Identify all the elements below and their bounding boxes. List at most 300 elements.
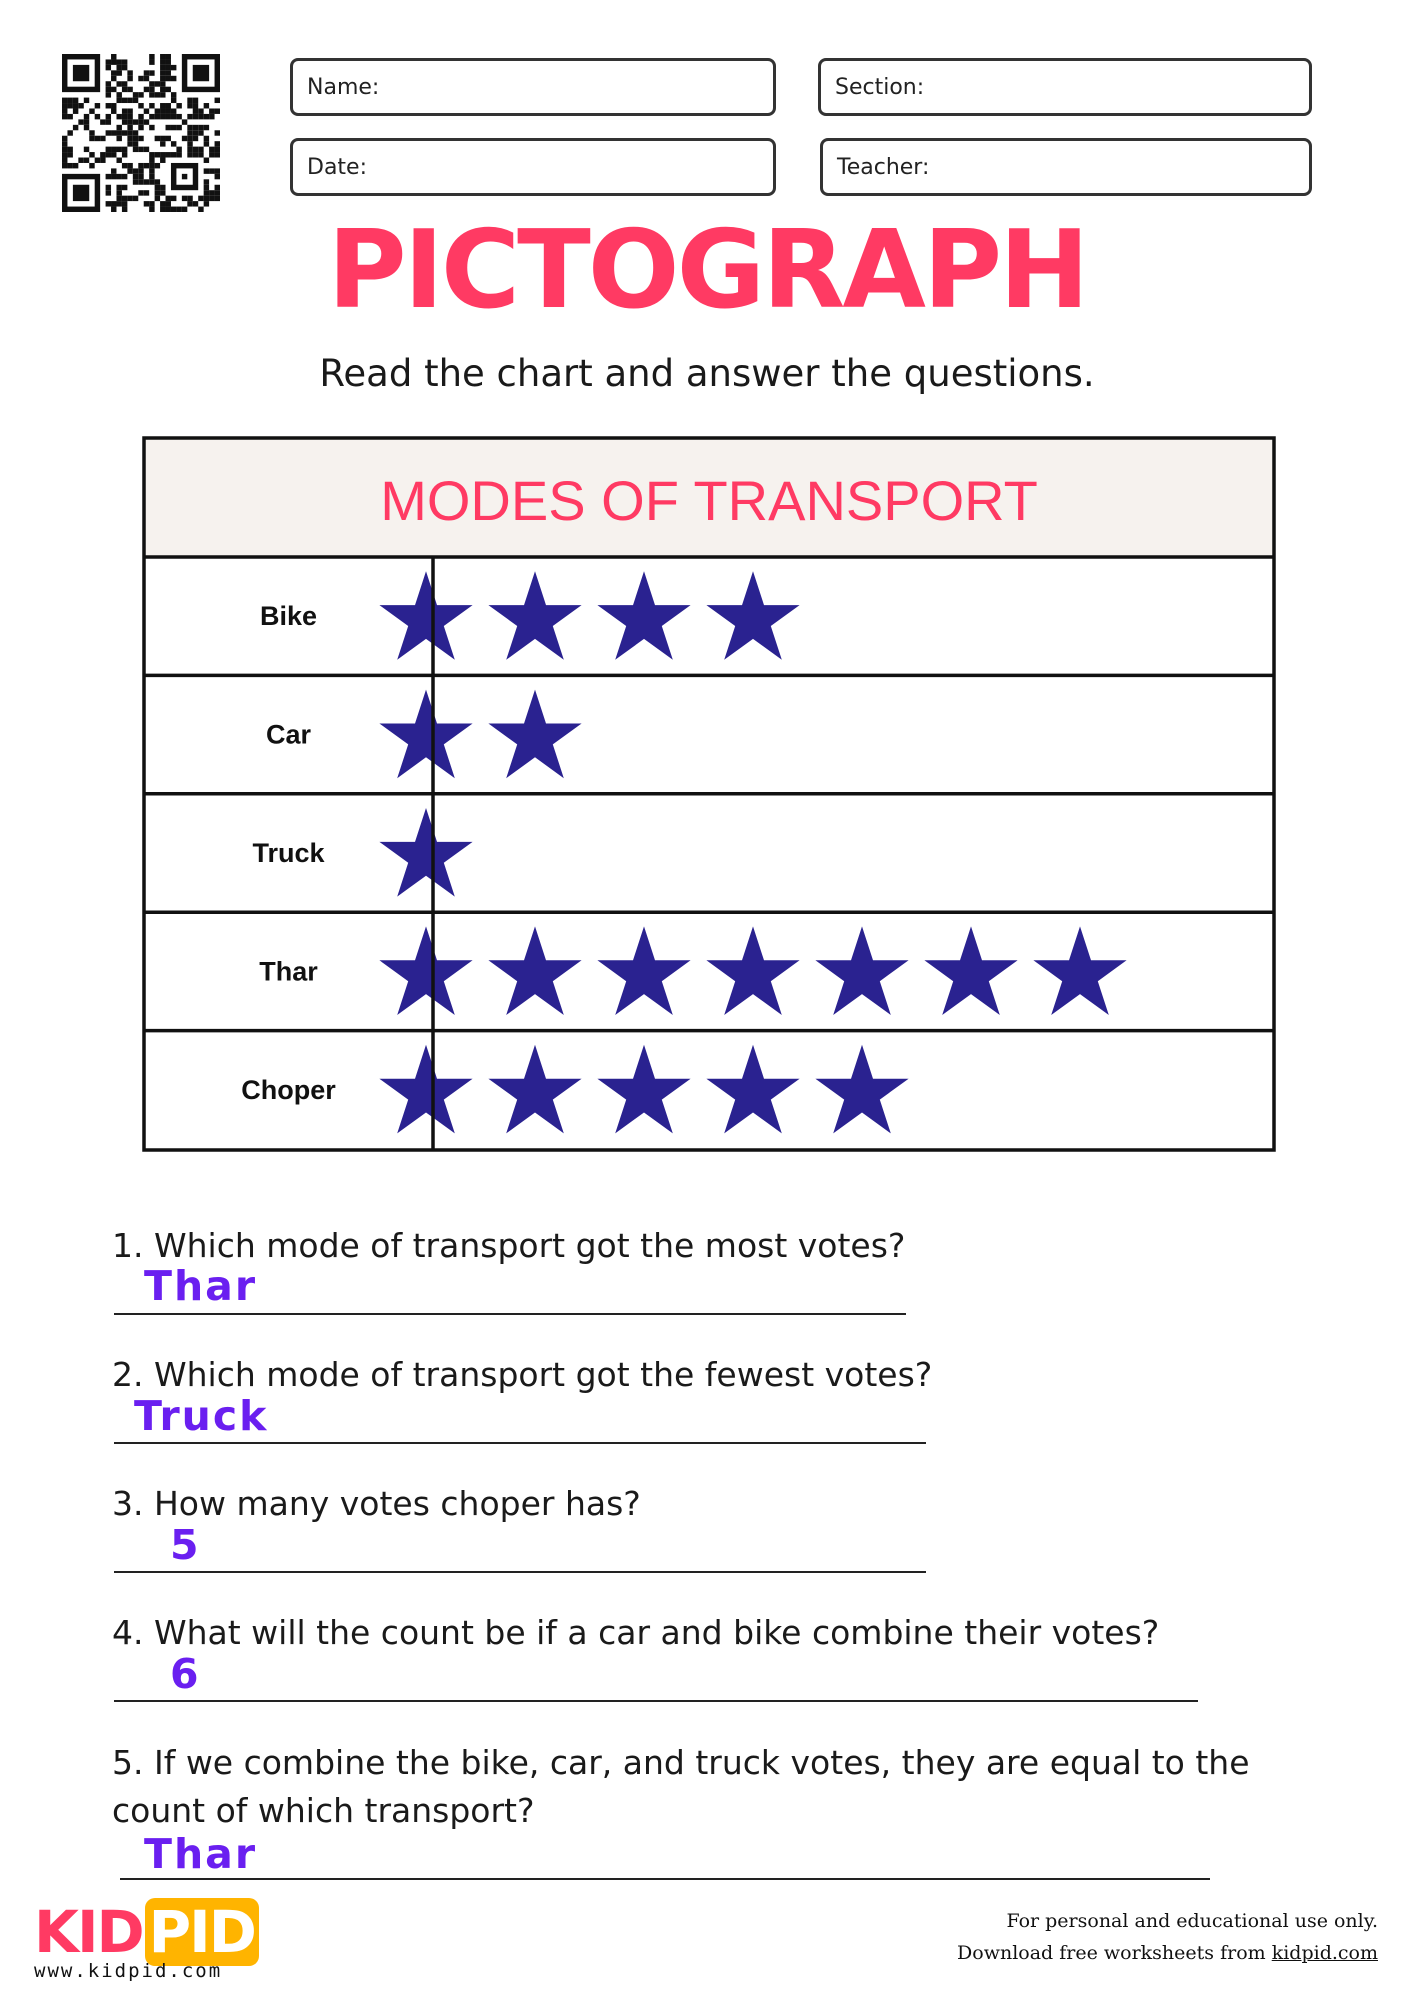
qr-module [73, 103, 78, 108]
qr-module [160, 108, 165, 113]
qr-module [193, 108, 198, 113]
qr-module [144, 163, 149, 168]
qr-module [187, 147, 192, 152]
qr-module [73, 98, 78, 103]
qr-module [198, 125, 203, 130]
qr-module [89, 152, 94, 157]
qr-module [116, 125, 121, 130]
qr-module [215, 98, 220, 103]
qr-module [62, 103, 67, 108]
qr-module [149, 152, 154, 157]
qr-module [171, 196, 176, 201]
qr-module [171, 65, 176, 70]
qr-module [193, 114, 198, 119]
qr-module [193, 130, 198, 135]
name-field[interactable] [290, 58, 776, 116]
qr-module [133, 196, 138, 201]
qr-module [204, 190, 209, 195]
logo-part-pid: PID [145, 1898, 259, 1966]
category-label: Truck [252, 838, 325, 868]
qr-module [198, 147, 203, 152]
question-1: 1. Which mode of transport got the most votes? [112, 1226, 906, 1265]
qr-module [106, 190, 111, 195]
qr-module [116, 98, 121, 103]
qr-module [106, 103, 111, 108]
qr-module [149, 174, 154, 179]
qr-module [149, 81, 154, 86]
qr-module [127, 163, 132, 168]
qr-module [138, 190, 143, 195]
qr-module [122, 98, 127, 103]
qr-module [111, 201, 116, 206]
qr-module [204, 168, 209, 173]
qr-module [166, 152, 171, 157]
qr-module [144, 76, 149, 81]
qr-module [176, 125, 181, 130]
qr-module [122, 59, 127, 64]
qr-module [155, 108, 160, 113]
qr-module [116, 136, 121, 141]
qr-module [176, 147, 181, 152]
qr-module [155, 179, 160, 184]
qr-module [122, 174, 127, 179]
qr-module [193, 98, 198, 103]
qr-module [116, 114, 121, 119]
qr-module [138, 136, 143, 141]
qr-module [193, 125, 198, 130]
qr-module [182, 119, 187, 124]
star-icon [488, 1045, 581, 1134]
qr-module [187, 103, 192, 108]
star-icon [488, 690, 581, 779]
qr-module [144, 201, 149, 206]
qr-module [160, 136, 165, 141]
qr-module [215, 190, 220, 195]
qr-module [215, 168, 220, 173]
qr-module [116, 81, 121, 86]
qr-module [171, 152, 176, 157]
qr-module [166, 201, 171, 206]
qr-module [166, 65, 171, 70]
answer-5[interactable]: Thar [144, 1830, 258, 1878]
qr-module [122, 147, 127, 152]
question-3: 3. How many votes choper has? [112, 1484, 641, 1523]
date-field[interactable] [290, 138, 776, 196]
qr-module [187, 130, 192, 135]
qr-module [204, 196, 209, 201]
qr-module [111, 76, 116, 81]
qr-module [138, 174, 143, 179]
star-icon [379, 926, 472, 1015]
qr-module [100, 152, 105, 157]
qr-module [73, 163, 78, 168]
qr-module [171, 114, 176, 119]
qr-module [116, 92, 121, 97]
qr-module [67, 147, 72, 152]
qr-module [133, 141, 138, 146]
qr-module [133, 147, 138, 152]
qr-module [187, 114, 192, 119]
qr-module [166, 114, 171, 119]
question-5: 5. If we combine the bike, car, and truck votes, they are equal to the count of which transport? [112, 1743, 1250, 1830]
qr-module [62, 152, 67, 157]
qr-module [95, 103, 100, 108]
qr-module [209, 152, 214, 157]
qr-module [138, 179, 143, 184]
qr-module [171, 92, 176, 97]
qr-module [149, 179, 154, 184]
qr-module [106, 152, 111, 157]
logo-url[interactable]: www.kidpid.com [34, 1960, 223, 1982]
qr-module [122, 163, 127, 168]
qr-module [95, 136, 100, 141]
category-label: Bike [259, 601, 318, 632]
qr-module [160, 92, 165, 97]
qr-module [133, 174, 138, 179]
qr-module [84, 147, 89, 152]
qr-module [149, 59, 154, 64]
qr-module [116, 147, 121, 152]
qr-module [106, 201, 111, 206]
qr-module [198, 130, 203, 135]
qr-module [73, 185, 89, 201]
qr-module [138, 147, 143, 152]
qr-module [160, 152, 165, 157]
qr-module [198, 196, 203, 201]
qr-module [204, 136, 209, 141]
qr-module [166, 70, 171, 75]
name-field-label: Name: [307, 74, 380, 100]
qr-module [160, 185, 165, 190]
qr-module [138, 114, 143, 119]
qr-module [73, 65, 89, 81]
qr-module [133, 119, 138, 124]
qr-module [204, 158, 209, 163]
qr-module [144, 179, 149, 184]
qr-module [198, 108, 203, 113]
qr-module [155, 136, 160, 141]
qr-module [62, 163, 67, 168]
qr-module [116, 174, 121, 179]
qr-module [160, 76, 165, 81]
qr-module [122, 196, 127, 201]
qr-module [133, 92, 138, 97]
qr-module [204, 201, 209, 206]
section-field[interactable] [818, 58, 1312, 116]
qr-module [187, 201, 192, 206]
qr-module [187, 136, 192, 141]
star-icon [379, 1045, 472, 1134]
qr-module [73, 108, 78, 113]
qr-module [89, 163, 94, 168]
qr-module [149, 158, 154, 163]
qr-module [215, 185, 220, 190]
qr-module [160, 65, 165, 70]
qr-module [182, 196, 187, 201]
qr-module [160, 201, 165, 206]
qr-module [193, 147, 198, 152]
qr-module [106, 65, 111, 70]
qr-module [116, 201, 121, 206]
qr-module [166, 136, 171, 141]
qr-module [215, 141, 220, 146]
qr-module [182, 136, 187, 141]
qr-module [111, 130, 116, 135]
qr-module [149, 125, 154, 130]
qr-module [111, 108, 116, 113]
qr-module [84, 98, 89, 103]
qr-module [204, 103, 209, 108]
qr-module [127, 108, 132, 113]
qr-module [144, 190, 149, 195]
question-4: 4. What will the count be if a car and bike combine their votes? [112, 1613, 1160, 1652]
qr-module [84, 158, 89, 163]
qr-module [215, 147, 220, 152]
qr-module [198, 152, 203, 157]
footer-link[interactable]: kidpid.com [1271, 1942, 1378, 1964]
qr-module [62, 98, 67, 103]
star-icon [379, 808, 472, 897]
qr-module [215, 152, 220, 157]
star-icon [706, 926, 799, 1015]
qr-module [127, 130, 132, 135]
qr-module [166, 125, 171, 130]
qr-module [127, 76, 132, 81]
footer-note-line2 [957, 1942, 1378, 1964]
qr-module [144, 147, 149, 152]
star-icon [815, 1045, 908, 1134]
qr-module [149, 201, 154, 206]
qr-module [78, 119, 83, 124]
qr-module [62, 141, 67, 146]
star-icon [815, 926, 908, 1015]
qr-module [166, 87, 171, 92]
qr-module [106, 147, 111, 152]
qr-module [133, 179, 138, 184]
answer-line-4 [114, 1700, 1198, 1702]
answer-3[interactable]: 5 [170, 1521, 201, 1569]
qr-module [116, 59, 121, 64]
qr-module [106, 81, 111, 86]
qr-module [160, 141, 165, 146]
qr-module [106, 119, 111, 124]
qr-module [122, 201, 127, 206]
qr-module [187, 196, 192, 201]
qr-module [149, 87, 154, 92]
qr-module [133, 136, 138, 141]
star-icon [597, 571, 690, 660]
question-2: 2. Which mode of transport got the fewest votes? [112, 1355, 933, 1394]
qr-module [127, 125, 132, 130]
qr-module [138, 92, 143, 97]
category-label: Choper [241, 1074, 336, 1105]
qr-module [111, 147, 116, 152]
qr-code [62, 54, 220, 212]
qr-module [204, 125, 209, 130]
qr-module [95, 158, 100, 163]
qr-module [84, 125, 89, 130]
qr-module [127, 70, 132, 75]
qr-module [89, 108, 94, 113]
star-icon [924, 926, 1017, 1015]
qr-module [122, 185, 127, 190]
footer-note-line1: For personal and educational use only. [1006, 1910, 1378, 1932]
qr-module [138, 119, 143, 124]
qr-module [62, 136, 67, 141]
qr-module [193, 65, 209, 81]
qr-module [149, 168, 154, 173]
qr-module [138, 76, 143, 81]
qr-module [116, 185, 121, 190]
qr-module [144, 108, 149, 113]
qr-module [209, 108, 214, 113]
star-icon [379, 690, 472, 779]
category-label: Thar [259, 956, 318, 987]
qr-module [122, 87, 127, 92]
qr-module [67, 103, 72, 108]
qr-module [155, 196, 160, 201]
qr-module [160, 103, 165, 108]
qr-module [204, 185, 209, 190]
qr-module [160, 114, 165, 119]
qr-module [133, 98, 138, 103]
qr-module [116, 70, 121, 75]
answer-4[interactable]: 6 [170, 1650, 201, 1698]
qr-module [62, 114, 67, 119]
qr-module [67, 152, 72, 157]
qr-module [127, 196, 132, 201]
answer-line-1 [114, 1313, 906, 1315]
qr-module [111, 87, 116, 92]
qr-module [166, 196, 171, 201]
qr-module [155, 152, 160, 157]
qr-module [84, 119, 89, 124]
qr-module [106, 185, 111, 190]
answer-1[interactable]: Thar [144, 1262, 258, 1310]
qr-module [111, 54, 116, 59]
qr-module [100, 158, 105, 163]
date-field-label: Date: [307, 154, 367, 180]
qr-module [89, 130, 94, 135]
qr-module [122, 119, 127, 124]
qr-module [116, 65, 121, 70]
qr-module [127, 136, 132, 141]
star-icon [379, 571, 472, 660]
qr-module [111, 152, 116, 157]
qr-module [155, 92, 160, 97]
qr-module [204, 114, 209, 119]
qr-module [176, 152, 181, 157]
qr-module [176, 103, 181, 108]
qr-module [166, 59, 171, 64]
qr-module [160, 190, 165, 195]
category-label: Car [265, 719, 312, 750]
qr-module [89, 136, 94, 141]
qr-module [133, 168, 138, 173]
qr-module [127, 168, 132, 173]
qr-module [166, 76, 171, 81]
answer-line-3 [114, 1571, 926, 1573]
star-icon [706, 571, 799, 660]
qr-module [209, 168, 214, 173]
qr-module [149, 70, 154, 75]
qr-module [116, 158, 121, 163]
qr-module [209, 196, 214, 201]
qr-module [171, 125, 176, 130]
qr-module [187, 152, 192, 157]
qr-module [111, 168, 116, 173]
qr-module [111, 103, 116, 108]
qr-module [78, 158, 83, 163]
instructions: Read the chart and answer the questions. [319, 352, 1095, 395]
qr-module [209, 190, 214, 195]
qr-module [122, 65, 127, 70]
qr-module [215, 130, 220, 135]
qr-module [138, 103, 143, 108]
qr-module [122, 114, 127, 119]
qr-module [67, 163, 72, 168]
qr-module [187, 98, 192, 103]
answer-2[interactable]: Truck [134, 1392, 269, 1440]
logo-part-kid: KID [34, 1898, 143, 1966]
qr-module [193, 201, 198, 206]
star-icon [488, 926, 581, 1015]
qr-module [116, 190, 121, 195]
qr-module [62, 108, 67, 113]
qr-module [116, 130, 121, 135]
qr-module [100, 119, 105, 124]
qr-module [106, 92, 111, 97]
star-icon [706, 1045, 799, 1134]
qr-module [62, 147, 67, 152]
qr-module [138, 168, 143, 173]
qr-module [171, 108, 176, 113]
qr-module [111, 174, 116, 179]
section-field-label: Section: [835, 74, 925, 100]
pictograph-chart [142, 436, 1276, 1152]
qr-module [106, 59, 111, 64]
qr-module [187, 141, 192, 146]
qr-module [138, 163, 143, 168]
qr-module [106, 87, 111, 92]
answer-line-2 [114, 1442, 926, 1444]
qr-module [144, 119, 149, 124]
teacher-field-label: Teacher: [837, 154, 930, 180]
qr-module [160, 54, 165, 59]
qr-module [160, 158, 165, 163]
qr-module [73, 125, 78, 130]
qr-module [122, 81, 127, 86]
qr-module [193, 103, 198, 108]
qr-module [155, 81, 160, 86]
star-icon [488, 571, 581, 660]
qr-module [209, 147, 214, 152]
teacher-field[interactable] [820, 138, 1312, 196]
footer-note-text: Download free worksheets from [957, 1942, 1266, 1964]
qr-module [106, 130, 111, 135]
kidpid-logo[interactable] [34, 1898, 259, 1966]
qr-module [155, 114, 160, 119]
qr-module [160, 87, 165, 92]
qr-module [182, 174, 187, 179]
qr-module [204, 141, 209, 146]
qr-module [166, 103, 171, 108]
answer-line-5 [120, 1878, 1210, 1880]
qr-module [215, 174, 220, 179]
chart-title: MODES OF TRANSPORT [380, 469, 1038, 532]
qr-module [138, 125, 143, 130]
qr-module [149, 114, 154, 119]
